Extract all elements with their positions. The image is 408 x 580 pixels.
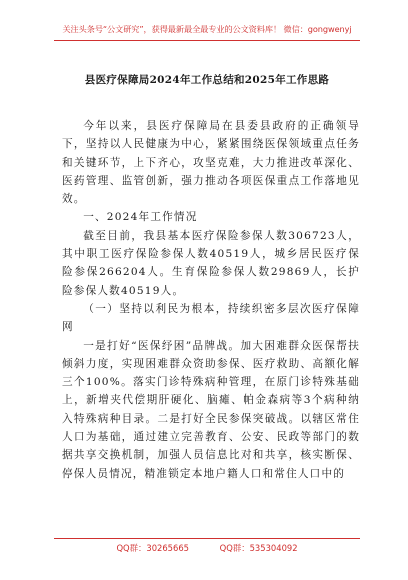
footer-divider [54,538,360,539]
document-title: 县医疗保障局2024年工作总结和2025年工作思路 [84,74,330,86]
footer-qq-group-1: QQ群：30265665 [116,543,189,553]
statistics-paragraph: 截至目前，我县基本医疗保险参保人数306723人，其中职工医疗保险参保人数40519人，城乡居民医疗保险参保266204人。生育保险参保人数29869人，长护险参保人数40519人。 [62,229,360,297]
section-heading: 一、2024年工作情况 [83,211,198,224]
subsection-heading: （一）坚持以利民为根本，持续织密多层次医疗保障网 [62,302,360,334]
header-notice: 关注头条号“公文研究”，获得最新最全最专业的公文资料库！ 微信：gongwenyj [62,24,352,34]
document-body [62,117,360,483]
footer-qq-group-2: QQ群：535304092 [219,543,298,553]
header-divider [54,40,360,41]
detail-paragraph: 一是打好“医保纾困”品牌战。加大困难群众医保帮扶倾斜力度，实现困难群众资助参保、医疗救助、高额化解三个100%。落实门诊特殊病种管理，在原门诊特殊基础上，新增夹代偿期肝硬化、脑瘫、帕金森病等3个病种纳入特殊病种目录。二是打好全民参保突破战。以辖区常住人口为基础，通过建立完善教育、公安、民政等部门的数据共享交换机制，加强人员信息比对和共享，核实断保、停保人员情况，精准锁定本地户籍人口和常住人口中的 [62,339,360,480]
intro-paragraph: 今年以来，县医疗保障局在县委县政府的正确领导下，坚持以人民健康为中心，紧紧围绕医保领域重点任务和关键环节，上下齐心，攻坚克难，大力推进改革深化、医药管理、监管创新，强力推动各项医保重点工作落地见效。 [62,120,360,206]
footer [54,542,360,554]
